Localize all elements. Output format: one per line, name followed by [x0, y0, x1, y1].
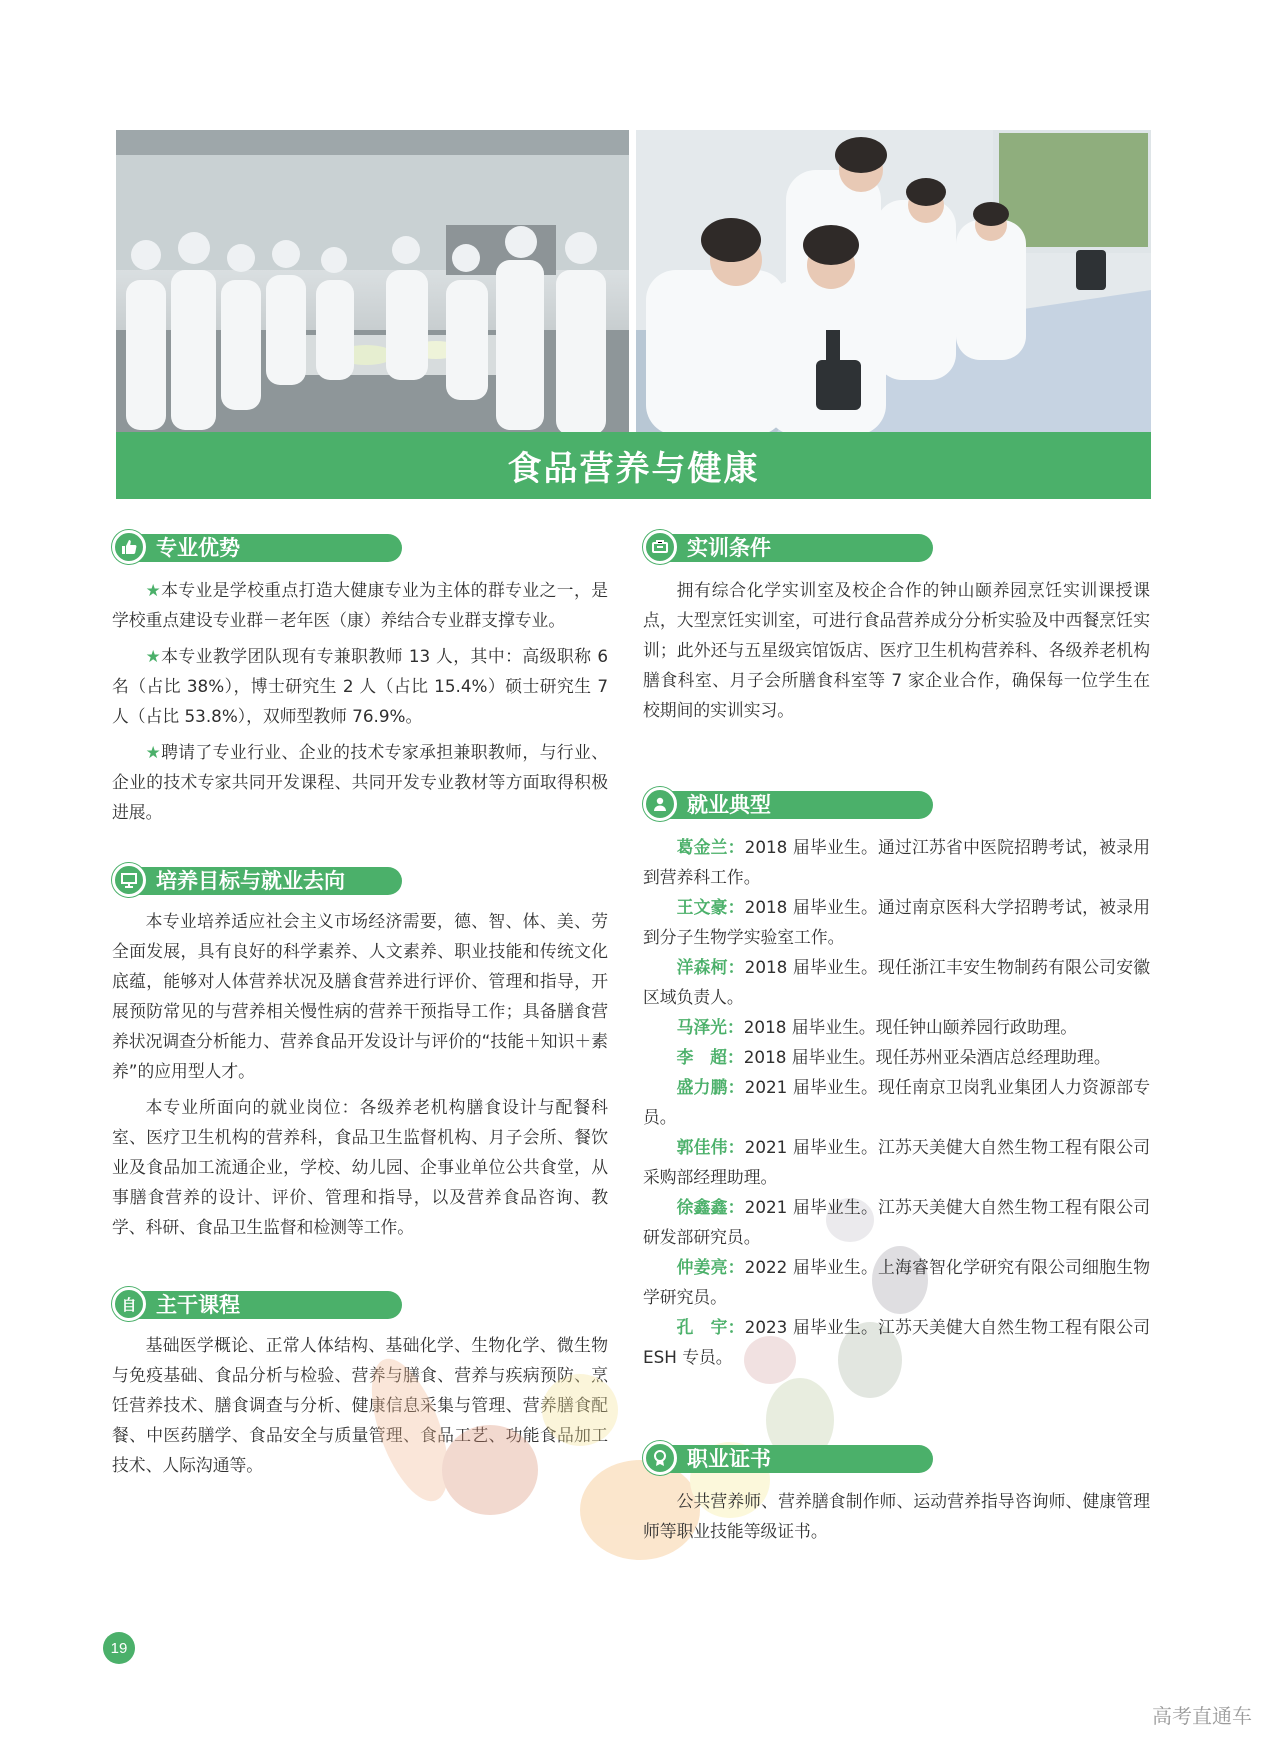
- star-icon: ★: [145, 646, 162, 666]
- section-header-training: [643, 533, 933, 563]
- graduate-entry: 马泽光：2018 届毕业生。现任钟山颐养园行政助理。: [676, 1017, 1078, 1037]
- page-title: 食品营养与健康: [507, 449, 760, 489]
- graduate-entry: 王文豪：2018 届毕业生。通过南京医科大学招聘考试，被录用到分子生物学实验室工作。: [643, 897, 1150, 947]
- graduate-entry: 郭佳伟：2021 届毕业生。江苏天美健大自然生物工程有限公司采购部经理助理。: [643, 1137, 1150, 1187]
- advantage-item: ★本专业是学校重点打造大健康专业为主体的群专业之一，是学校重点建设专业群－老年医（康）养结合专业群支撑专业。: [112, 580, 608, 630]
- graduate-entry: 洋森柯：2018 届毕业生。现任浙江丰安生物制药有限公司安徽区域负责人。: [643, 957, 1150, 1007]
- lab-equipment-icon: [643, 530, 677, 564]
- section-header-employment: [643, 790, 933, 820]
- section-title-training: 实训条件: [687, 536, 771, 560]
- training-paragraph: 拥有综合化学实训室及校企合作的钟山颐养园烹饪实训课授课点，大型烹饪实训室，可进行食品营养成分分析实验及中西餐烹饪实训；此外还与五星级宾馆饭店、医疗卫生机构营养科、各级养老机构膳食科室、月子会所膳食科室等 7 家企业合作，确保每一位学生在校期间的实训实习。: [643, 580, 1150, 720]
- advantage-item: ★本专业教学团队现有专兼职教师 13 人，其中：高级职称 6 名（占比 38%），博士研究生 2 人（占比 15.4%）硕士研究生 7 人（占比 53.8%），双师型教师 76.9%。: [112, 646, 608, 726]
- section-title-employment: 就业典型: [687, 793, 771, 817]
- section-title-goals: 培养目标与就业去向: [156, 869, 345, 893]
- graduate-entry: 仲姜亮：2022 届毕业生。上海睿智化学研究有限公司细胞生物学研究员。: [643, 1257, 1150, 1307]
- certificate-medal-icon: [643, 1441, 677, 1475]
- star-icon: ★: [145, 580, 162, 600]
- training-text: [643, 575, 1150, 731]
- graduate-entry: 盛力鹏：2021 届毕业生。现任南京卫岗乳业集团人力资源部专员。: [643, 1077, 1150, 1127]
- presentation-board-icon: [112, 863, 146, 897]
- section-header-goals: [112, 866, 402, 896]
- photo-lab-microscope: [636, 130, 1151, 435]
- star-icon: ★: [145, 742, 162, 762]
- photo-cooking-class: [116, 130, 629, 435]
- book-icon: 自: [112, 1287, 146, 1321]
- graduate-entry: 孔 宇：2023 届毕业生。江苏天美健大自然生物工程有限公司 ESH 专员。: [643, 1317, 1150, 1367]
- section-header-certificates: [643, 1444, 933, 1474]
- thumbs-up-icon: [112, 530, 146, 564]
- section-title-advantages: 专业优势: [156, 536, 240, 560]
- title-banner: [116, 432, 1151, 499]
- graduate-entry: 葛金兰：2018 届毕业生。通过江苏省中医院招聘考试，被录用到营养科工作。: [643, 837, 1150, 887]
- page-number: 19: [103, 1632, 135, 1664]
- goals-paragraph: 本专业培养适应社会主义市场经济需要，德、智、体、美、劳全面发展，具有良好的科学素养、人文素养、职业技能和传统文化底蕴，能够对人体营养状况及膳食营养进行评价、管理和指导，开展预防常见的与营养相关慢性病的营养干预指导工作；具备膳食营养状况调查分析能力、营养食品开发设计与评价的“技能＋知识＋素养”的应用型人才。: [112, 911, 608, 1081]
- graduate-entry: 李 超：2018 届毕业生。现任苏州亚朵酒店总经理助理。: [676, 1047, 1111, 1067]
- certificates-text: [643, 1486, 1150, 1552]
- section-title-certificates: 职业证书: [687, 1447, 771, 1471]
- goals-paragraph: 本专业所面向的就业岗位：各级养老机构膳食设计与配餐科室、医疗卫生机构的营养科，食品卫生监督机构、月子会所、餐饮业及食品加工流通企业，学校、幼儿园、企事业单位公共食堂，从事膳食营养的设计、评价、管理和指导，以及营养食品咨询、教学、科研、食品卫生监督和检测等工作。: [112, 1097, 608, 1237]
- section-header-advantages: [112, 533, 402, 563]
- certificates-paragraph: 公共营养师、营养膳食制作师、运动营养指导咨询师、健康管理师等职业技能等级证书。: [643, 1491, 1150, 1541]
- people-icon: [643, 787, 677, 821]
- section-title-courses: 主干课程: [156, 1293, 240, 1317]
- advantage-item: ★聘请了专业行业、企业的技术专家承担兼职教师，与行业、企业的技术专家共同开发课程、共同开发专业教材等方面取得积极进展。: [112, 742, 608, 822]
- courses-paragraph: 基础医学概论、正常人体结构、基础化学、生物化学、微生物与免疫基础、食品分析与检验、营养与膳食、营养与疾病预防、烹饪营养技术、膳食调查与分析、健康信息采集与管理、营养膳食配餐、中医药膳学、食品安全与质量管理、食品工艺、功能食品加工技术、人际沟通等。: [112, 1335, 608, 1475]
- watermark-text: 高考直通车: [1152, 1704, 1252, 1728]
- graduate-entry: 徐鑫鑫：2021 届毕业生。江苏天美健大自然生物工程有限公司研发部研究员。: [643, 1197, 1150, 1247]
- advantages-text: [112, 575, 608, 833]
- employment-list: [643, 832, 1150, 1372]
